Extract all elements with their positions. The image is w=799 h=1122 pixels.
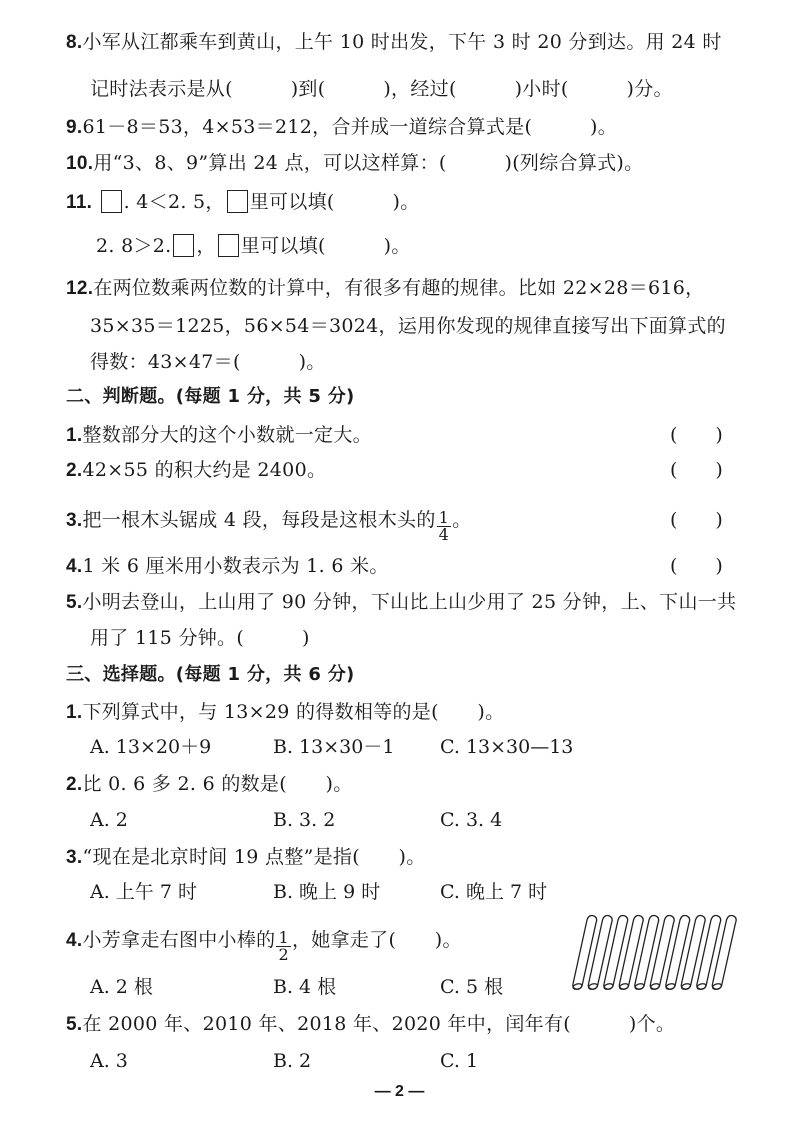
answer-box[interactable] [173, 234, 194, 257]
fraction-numerator: 1 [278, 928, 289, 947]
stick-icon [603, 916, 627, 991]
judge-item-5-line-2: 用了 115 分钟。( ) [90, 627, 310, 649]
question-text: 61－8＝53，4×53＝212，合并成一道综合算式是( )。 [82, 116, 618, 138]
option-a[interactable]: A. 13×20＋9 [90, 736, 212, 758]
option-a[interactable]: A. 2 [90, 809, 128, 831]
section-heading-judge: 二、判断题。(每题 1 分，共 5 分) [66, 386, 355, 407]
fraction-denominator: 2 [278, 945, 289, 964]
question-8-line-1 [66, 30, 722, 55]
answer-paren[interactable]: ( ) [670, 424, 723, 446]
page-number: — 2 — [374, 1083, 425, 1100]
stick-icon [619, 916, 643, 991]
question-number: 11. [66, 192, 93, 213]
question-number: 5. [66, 592, 83, 613]
question-number: 3. [66, 510, 83, 531]
fraction-denominator: 4 [438, 525, 450, 544]
option-b[interactable]: B. 2 [273, 1050, 312, 1072]
question-number: 2. [66, 460, 83, 481]
option-c[interactable]: C. 1 [440, 1050, 479, 1072]
answer-paren[interactable]: ( ) [670, 509, 723, 531]
question-number: 3. [66, 847, 83, 868]
question-number: 1. [66, 425, 83, 446]
stick-icon [681, 916, 705, 991]
option-b[interactable]: B. 晚上 9 时 [273, 881, 381, 903]
choice-item-1 [66, 700, 504, 725]
question-number: 4. [66, 930, 83, 951]
question-number: 10. [66, 153, 94, 174]
option-c[interactable]: C. 13×30—13 [440, 736, 574, 758]
question-text-tail: 。 [452, 509, 472, 531]
question-text: 下列算式中，与 13×29 的得数相等的是( )。 [82, 701, 505, 723]
question-text: 小军从江都乘车到黄山，上午 10 时出发，下午 3 时 20 分到达。用 24 时 [82, 31, 722, 53]
stick-icon [572, 916, 596, 991]
question-text: 在两位数乘两位数的计算中，有很多有趣的规律。比如 22×28＝616， [93, 277, 705, 299]
question-text: . 4＜2. 5， [123, 191, 225, 213]
question-number: 5. [66, 1014, 83, 1035]
judge-item-1 [66, 423, 372, 448]
option-c[interactable]: C. 5 根 [440, 976, 504, 998]
answer-box[interactable] [218, 234, 239, 257]
judge-item-3 [66, 508, 471, 543]
question-11-line-2 [96, 234, 411, 258]
question-number: 2. [66, 774, 83, 795]
question-text-tail: ，她拿走了( )。 [291, 929, 462, 951]
judge-item-4 [66, 554, 389, 579]
choice-item-4 [66, 928, 462, 963]
stick-icon [665, 916, 689, 991]
answer-paren[interactable]: ( ) [670, 555, 723, 577]
question-9 [66, 115, 617, 140]
answer-paren[interactable]: ( ) [670, 459, 723, 481]
stick-icon [712, 916, 736, 991]
option-a[interactable]: A. 上午 7 时 [90, 881, 197, 903]
option-b[interactable]: B. 4 根 [273, 976, 337, 998]
question-text: 比 0. 6 多 2. 6 的数是( )。 [82, 773, 353, 795]
choice-item-3 [66, 845, 426, 870]
option-a[interactable]: A. 2 根 [90, 976, 153, 998]
stick-icon [634, 916, 658, 991]
question-11-line-1 [66, 190, 420, 215]
question-number: 4. [66, 556, 83, 577]
stick-icon [588, 916, 612, 991]
question-text: 里可以填( )。 [240, 235, 411, 257]
question-text: ， [196, 235, 216, 257]
stick-bundle-icon [563, 910, 743, 990]
answer-box[interactable] [227, 190, 248, 213]
fraction [276, 930, 290, 963]
question-text: 小明去登山，上山用了 90 分钟，下山比上山少用了 25 分钟，上、下山一共 [82, 591, 737, 613]
fraction-numerator: 1 [438, 508, 450, 527]
option-c[interactable]: C. 晚上 7 时 [440, 881, 548, 903]
choice-item-2 [66, 772, 353, 797]
option-c[interactable]: C. 3. 4 [440, 809, 503, 831]
question-text: 里可以填( )。 [249, 191, 420, 213]
question-text: 把一根木头锯成 4 段，每段是这根木头的 [82, 509, 436, 531]
question-12-line-3: 得数：43×47＝( )。 [90, 351, 326, 373]
question-text: 1 米 6 厘米用小数表示为 1. 6 米。 [82, 555, 389, 577]
option-b[interactable]: B. 3. 2 [273, 809, 336, 831]
option-a[interactable]: A. 3 [90, 1050, 128, 1072]
question-text: 小芳拿走右图中小棒的 [82, 929, 276, 951]
question-10 [66, 151, 643, 176]
question-text: 42×55 的积大约是 2400。 [82, 459, 327, 481]
question-text: 2. 8＞2. [96, 235, 172, 257]
question-text: 在 2000 年、2010 年、2018 年、2020 年中，闰年有( )个。 [82, 1013, 676, 1035]
judge-item-5-line-1 [66, 590, 736, 615]
question-text: 用“3、8、9”算出 24 点，可以这样算：( )(列综合算式)。 [93, 152, 644, 174]
answer-box[interactable] [101, 190, 122, 213]
question-number: 1. [66, 702, 83, 723]
question-number: 8. [66, 32, 83, 53]
question-8-line-2: 记时法表示是从( )到( )，经过( )小时( )分。 [90, 78, 673, 100]
option-b[interactable]: B. 13×30－1 [273, 736, 395, 758]
stick-icon [696, 916, 720, 991]
question-number: 12. [66, 278, 94, 299]
stick-icon [650, 916, 674, 991]
choice-item-5 [66, 1012, 675, 1037]
section-heading-choice: 三、选择题。(每题 1 分，共 6 分) [66, 664, 355, 685]
question-12-line-2: 35×35＝1225，56×54＝3024，运用你发现的规律直接写出下面算式的 [90, 315, 726, 337]
question-number: 9. [66, 117, 83, 138]
fraction [437, 510, 451, 543]
question-text: “现在是北京时间 19 点整”是指( )。 [82, 846, 426, 868]
judge-item-2 [66, 458, 326, 483]
question-12-line-1 [66, 276, 704, 301]
question-text: 整数部分大的这个小数就一定大。 [82, 424, 372, 446]
